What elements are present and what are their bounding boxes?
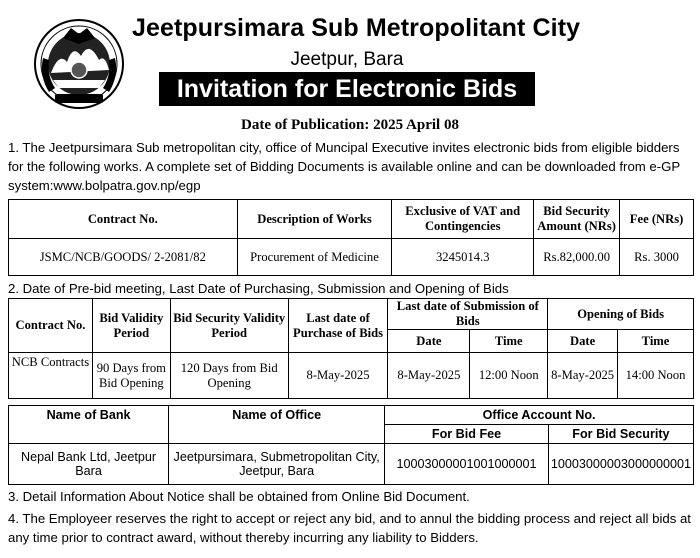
cell-opening-date: 8-May-2025 bbox=[548, 353, 618, 399]
cell-exclusive-vat: 3245014.3 bbox=[392, 239, 534, 276]
nepal-government-emblem-icon bbox=[33, 18, 125, 110]
contract-table bbox=[8, 199, 694, 276]
bank-account-table bbox=[8, 405, 694, 485]
cell-bank: Nepal Bank Ltd, Jeetpur Bara bbox=[9, 444, 169, 485]
cell-opening-time: 14:00 Noon bbox=[618, 353, 694, 399]
header-bid-security-validity: Bid Security Validity Period bbox=[170, 299, 288, 353]
cell-contract-no: JSMC/NCB/GOODS/ 2-2081/82 bbox=[9, 239, 238, 276]
header-opening-date: Date bbox=[548, 330, 618, 353]
organization-location: Jeetpur, Bara bbox=[290, 49, 404, 70]
cell-description: Procurement of Medicine bbox=[237, 239, 392, 276]
cell-last-purchase: 8-May-2025 bbox=[288, 353, 388, 399]
organization-name: Jeetpursimara Sub Metropolitant City bbox=[132, 14, 581, 42]
cell-submission-date: 8-May-2025 bbox=[388, 353, 470, 399]
table-row bbox=[9, 444, 694, 485]
header-opening-time: Time bbox=[618, 330, 694, 353]
header-fee: Fee (NRs) bbox=[620, 200, 694, 239]
header-office: Name of Office bbox=[169, 406, 385, 444]
header-exclusive-vat: Exclusive of VAT and Contingencies bbox=[392, 200, 534, 239]
cell-bid-security-amount: Rs.82,000.00 bbox=[534, 239, 620, 276]
header-contract-no: Contract No. bbox=[9, 299, 93, 353]
table-row bbox=[9, 353, 694, 399]
header-bid-validity: Bid Validity Period bbox=[92, 299, 170, 353]
cell-bid-security-account: 10003000003000000001 bbox=[548, 444, 693, 485]
paragraph-dates: 2. Date of Pre-bid meeting, Last Date of Purchasing, Submission and Opening of Bids bbox=[8, 281, 509, 296]
notice-title-banner: Invitation for Electronic Bids bbox=[159, 72, 535, 106]
cell-fee: Rs. 3000 bbox=[620, 239, 694, 276]
header-last-purchase: Last date of Purchase of Bids bbox=[288, 299, 388, 353]
cell-submission-time: 12:00 Noon bbox=[470, 353, 548, 399]
header-description: Description of Works bbox=[237, 200, 392, 239]
header-last-submission: Last date of Submission of Bids bbox=[388, 299, 548, 330]
paragraph-rights: 4. The Employeer reserves the right to accept or reject any bid, and to annul the bidding process and reject all bids at any time prior to contract award, without thereby incurring any liability to Bidders. bbox=[8, 511, 691, 545]
cell-contract-no: NCB Contracts bbox=[9, 353, 93, 399]
cell-bid-fee-account: 10003000001001000001 bbox=[385, 444, 549, 485]
table-row bbox=[9, 239, 694, 276]
header-bid-fee: For Bid Fee bbox=[385, 425, 549, 444]
header-account: Office Account No. bbox=[385, 406, 694, 425]
header-bid-security-amount: Bid Security Amount (NRs) bbox=[534, 200, 620, 239]
paragraph-invitation: 1. The Jeetpursimara Sub metropolitan city, office of Muncipal Executive invites electronic bids from eligible bidders for the following works. A complete set of Bidding Documents is available online and can be downloaded from e-GP system:www.bolpatra.gov.np/egp bbox=[8, 140, 680, 193]
header-bid-security: For Bid Security bbox=[548, 425, 693, 444]
header-opening: Opening of Bids bbox=[548, 299, 694, 330]
paragraph-detail-info: 3. Detail Information About Notice shall be obtained from Online Bid Document. bbox=[8, 489, 470, 504]
schedule-table bbox=[8, 298, 694, 399]
cell-office: Jeetpursimara, Submetropolitan City, Jeetpur, Bara bbox=[169, 444, 385, 485]
header-submission-time: Time bbox=[470, 330, 548, 353]
header-bank: Name of Bank bbox=[9, 406, 169, 444]
table-row bbox=[9, 200, 694, 239]
table-row bbox=[9, 299, 694, 330]
header-contract-no: Contract No. bbox=[9, 200, 238, 239]
publication-date: Date of Publication: 2025 April 08 bbox=[241, 117, 459, 133]
header-submission-date: Date bbox=[388, 330, 470, 353]
table-row bbox=[9, 406, 694, 425]
cell-bid-validity: 90 Days from Bid Opening bbox=[92, 353, 170, 399]
cell-bid-security-validity: 120 Days from Bid Opening bbox=[170, 353, 288, 399]
